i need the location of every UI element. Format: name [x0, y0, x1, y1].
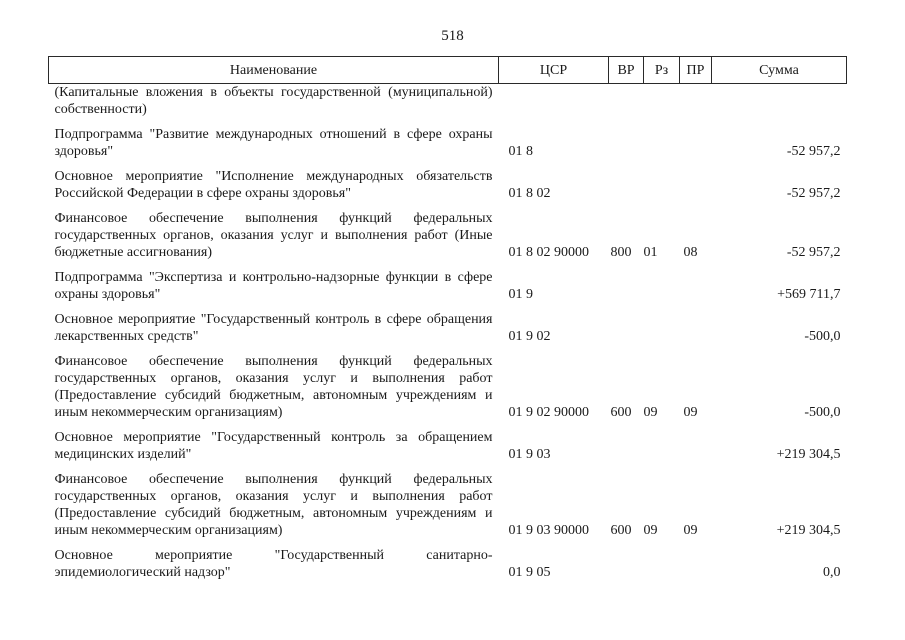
row-name: Основное мероприятие "Государственный контроль за обращением медицинских изделий"	[54, 430, 493, 462]
row-rz: 09	[643, 523, 658, 538]
row-sum	[712, 84, 847, 119]
row-pr: 08	[683, 245, 698, 260]
row-vr: 600	[610, 405, 632, 420]
row-vr	[609, 429, 644, 463]
row-name: Финансовое обеспечение выполнения функций федеральных государственных органов, оказания услуг и выполнения работ (Предоставление субсидий бюджетным, автономным учреждениям и иным некоммерческим организациям)	[54, 354, 493, 420]
row-csr: 01 8	[508, 144, 533, 159]
row-spacer	[49, 421, 847, 429]
table-row	[49, 353, 847, 421]
row-spacer	[49, 261, 847, 269]
table-row	[49, 311, 847, 345]
header-sum: Сумма	[712, 57, 847, 84]
row-pr	[680, 429, 712, 463]
row-spacer	[49, 118, 847, 126]
header-pr: ПР	[680, 57, 712, 84]
header-csr: ЦСР	[499, 57, 609, 84]
row-spacer	[49, 160, 847, 168]
row-vr	[609, 126, 644, 160]
row-sum: +569 711,7	[777, 287, 841, 302]
row-name: Финансовое обеспечение выполнения функций федеральных государственных органов, оказания услуг и выполнения работ (Предоставление субсидий бюджетным, автономным учреждениям и иным некоммерческим организациям)	[54, 472, 493, 538]
row-sum: -500,0	[804, 329, 841, 344]
row-name: Подпрограмма "Развитие международных отношений в сфере охраны здоровья"	[54, 127, 493, 159]
row-csr	[499, 84, 609, 119]
row-rz	[644, 547, 680, 581]
row-sum: 0,0	[823, 565, 841, 580]
row-csr: 01 9 03	[508, 447, 551, 462]
row-csr: 01 9	[508, 287, 533, 302]
table-header	[49, 57, 847, 84]
table-row	[49, 126, 847, 160]
row-spacer	[49, 202, 847, 210]
row-pr: 09	[683, 523, 698, 538]
budget-table	[48, 56, 847, 581]
row-rz	[644, 311, 680, 345]
row-sum: -52 957,2	[786, 144, 841, 159]
table-row	[49, 429, 847, 463]
row-rz	[644, 168, 680, 202]
row-spacer	[49, 345, 847, 353]
table-row	[49, 84, 847, 119]
row-vr	[609, 168, 644, 202]
row-pr	[680, 84, 712, 119]
table-row	[49, 471, 847, 539]
row-vr: 800	[610, 245, 632, 260]
row-sum: -52 957,2	[786, 186, 841, 201]
row-rz	[644, 429, 680, 463]
row-name: Основное мероприятие "Государственный санитарно-эпидемиологический надзор"	[54, 548, 493, 580]
header-vr: ВР	[609, 57, 644, 84]
row-rz	[644, 84, 680, 119]
row-csr: 01 9 05	[508, 565, 551, 580]
row-name: (Капитальные вложения в объекты государственной (муниципальной) собственности)	[54, 85, 493, 117]
header-row	[49, 57, 847, 84]
table-row	[49, 269, 847, 303]
header-rz: Рз	[644, 57, 680, 84]
row-csr: 01 8 02	[508, 186, 551, 201]
row-pr	[680, 547, 712, 581]
row-vr	[609, 547, 644, 581]
row-pr	[680, 311, 712, 345]
row-sum: -52 957,2	[786, 245, 841, 260]
row-rz: 09	[643, 405, 658, 420]
row-sum: -500,0	[804, 405, 841, 420]
table-row	[49, 547, 847, 581]
row-vr	[609, 269, 644, 303]
row-rz	[644, 126, 680, 160]
table-row	[49, 168, 847, 202]
row-pr	[680, 269, 712, 303]
row-spacer	[49, 539, 847, 547]
row-pr	[680, 168, 712, 202]
row-spacer	[49, 463, 847, 471]
table-body	[49, 84, 847, 582]
row-name: Подпрограмма "Экспертиза и контрольно-надзорные функции в сфере охраны здоровья"	[54, 270, 493, 302]
row-spacer	[49, 303, 847, 311]
row-csr: 01 9 02	[508, 329, 551, 344]
row-rz	[644, 269, 680, 303]
row-vr: 600	[610, 523, 632, 538]
header-name: Наименование	[49, 57, 499, 84]
budget-table-container	[48, 56, 846, 581]
row-sum: +219 304,5	[776, 447, 841, 462]
row-rz: 01	[643, 245, 658, 260]
row-pr: 09	[683, 405, 698, 420]
row-name: Финансовое обеспечение выполнения функций федеральных государственных органов, оказания услуг и выполнения работ (Иные бюджетные ассигнования)	[54, 211, 493, 260]
row-name: Основное мероприятие "Государственный контроль в сфере обращения лекарственных средств"	[54, 312, 493, 344]
row-pr	[680, 126, 712, 160]
row-vr	[609, 84, 644, 119]
table-row	[49, 210, 847, 261]
row-sum: +219 304,5	[776, 523, 841, 538]
row-csr: 01 9 03 90000	[508, 523, 589, 538]
row-csr: 01 8 02 90000	[508, 245, 589, 260]
row-name: Основное мероприятие "Исполнение международных обязательств Российской Федерации в сфере охраны здоровья"	[54, 169, 493, 201]
page-number: 518	[441, 28, 464, 44]
row-csr: 01 9 02 90000	[508, 405, 589, 420]
row-vr	[609, 311, 644, 345]
